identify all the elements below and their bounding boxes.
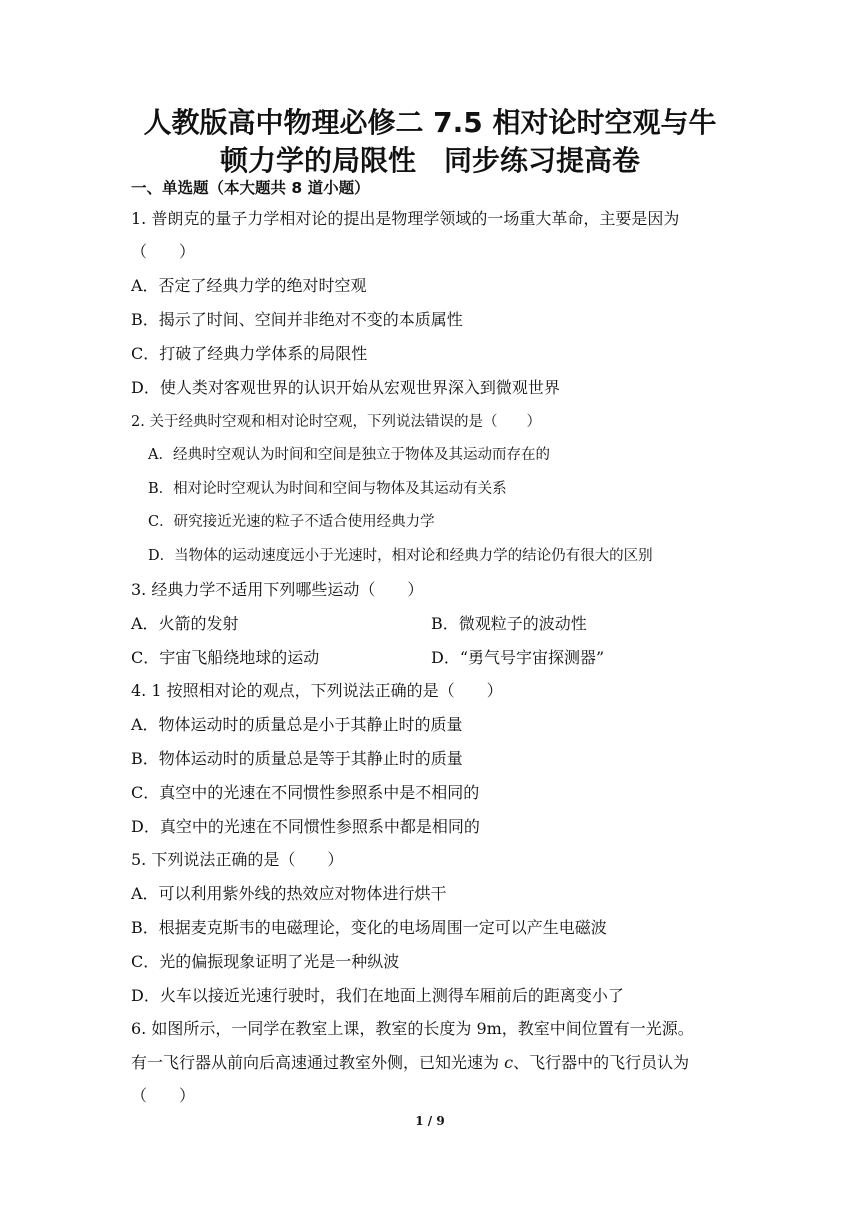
light-speed-symbol: c — [504, 1053, 514, 1072]
page-title-line-1: 人教版高中物理必修二 7.5 相对论时空观与牛 — [143, 106, 717, 139]
q1-option-d: D．使人类对客观世界的认识开始从宏观世界深入到微观世界 — [131, 378, 560, 397]
q6-stem-line-2-pre: 有一飞行器从前向后高速通过教室外侧，已知光速为 — [131, 1053, 505, 1072]
q4-option-c: C．真空中的光速在不同惯性参照系中是不相同的 — [131, 783, 480, 802]
section-heading: 一、单选题（本大题共 8 道小题） — [131, 179, 370, 197]
q5-option-d: D．火车以接近光速行驶时，我们在地面上测得车厢前后的距离变小了 — [131, 986, 624, 1005]
q6-stem-line-2-post: 、飞行器中的飞行员认为 — [513, 1053, 690, 1072]
q5-option-c: C．光的偏振现象证明了光是一种纵波 — [131, 952, 400, 971]
q2-option-d: D．当物体的运动速度远小于光速时，相对论和经典力学的结论仍有很大的区别 — [148, 548, 653, 564]
q5-stem: 5. 下列说法正确的是（ ） — [131, 850, 344, 869]
page-title-line-2: 顿力学的局限性 同步练习提高卷 — [219, 144, 640, 177]
q3-option-a: A．火箭的发射 — [131, 614, 239, 633]
q2-stem: 2. 关于经典时空观和相对论时空观，下列说法错误的是（ ） — [131, 414, 541, 430]
q3-stem: 3. 经典力学不适用下列哪些运动（ ） — [131, 580, 424, 599]
q1-option-b: B．揭示了时间、空间并非绝对不变的本质属性 — [131, 310, 463, 329]
q4-stem: 4. 1 按照相对论的观点，下列说法正确的是（ ） — [131, 681, 503, 700]
q2-option-b: B．相对论时空观认为时间和空间与物体及其运动有关系 — [148, 481, 507, 497]
q1-option-a: A．否定了经典力学的绝对时空观 — [131, 276, 367, 295]
page-number: 1 / 9 — [415, 1114, 445, 1128]
q5-option-b: B．根据麦克斯韦的电磁理论，变化的电场周围一定可以产生电磁波 — [131, 918, 607, 937]
q6-stem-line-3: （ ） — [131, 1086, 196, 1105]
q1-stem-line-2: （ ） — [131, 242, 196, 261]
q1-option-c: C．打破了经典力学体系的局限性 — [131, 344, 368, 363]
q6-stem-line-2 — [131, 1051, 689, 1075]
q1-stem-line-1: 1. 普朗克的量子力学相对论的提出是物理学领域的一场重大革命，主要是因为 — [131, 209, 680, 228]
q5-option-a: A．可以利用紫外线的热效应对物体进行烘干 — [131, 884, 447, 903]
q6-stem-line-1: 6. 如图所示，一同学在教室上课，教室的长度为 9m，教室中间位置有一光源。 — [131, 1019, 694, 1038]
q4-option-b: B．物体运动时的质量总是等于其静止时的质量 — [131, 749, 463, 768]
q3-option-b: B．微观粒子的波动性 — [431, 614, 587, 633]
q3-option-d: D．“勇气号宇宙探测器” — [431, 648, 605, 667]
q3-option-c: C．宇宙飞船绕地球的运动 — [131, 648, 320, 667]
q2-option-c: C．研究接近光速的粒子不适合使用经典力学 — [148, 514, 435, 530]
q4-option-a: A．物体运动时的质量总是小于其静止时的质量 — [131, 715, 463, 734]
q4-option-d: D．真空中的光速在不同惯性参照系中都是相同的 — [131, 817, 480, 836]
q2-option-a: A．经典时空观认为时间和空间是独立于物体及其运动而存在的 — [148, 447, 550, 463]
